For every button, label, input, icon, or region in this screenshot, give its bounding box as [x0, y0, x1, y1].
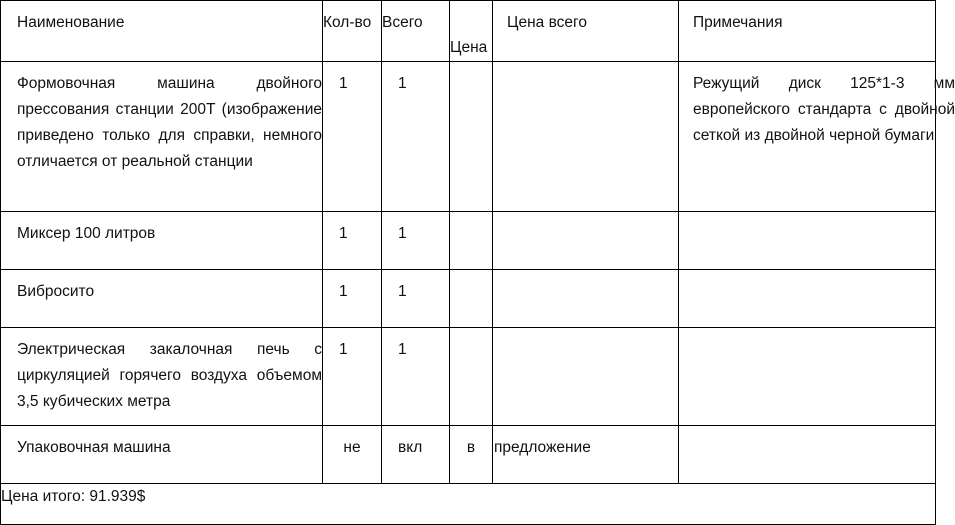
item-price	[450, 270, 493, 328]
item-name: Формовочная машина двойного прессования станции 200T (изображение приведено только для справки, немного отличается от реальной станции	[17, 75, 322, 170]
item-all: 1	[382, 212, 450, 270]
header-qty-cell	[323, 1, 382, 62]
header-notes-cell	[679, 1, 936, 62]
item-price	[450, 328, 493, 426]
header-price-total-cell	[493, 1, 679, 62]
table-row	[1, 270, 936, 328]
header-all: Всего	[382, 14, 423, 31]
item-notes	[679, 270, 936, 328]
table-row	[1, 328, 936, 426]
header-qty: Кол-во	[323, 14, 372, 31]
item-price-total	[493, 328, 679, 426]
item-notes	[679, 426, 936, 484]
item-price: в	[450, 426, 493, 484]
item-notes-cell	[679, 62, 955, 212]
item-qty: 1	[323, 328, 382, 426]
item-all: 1	[382, 328, 450, 426]
header-price-cell	[450, 1, 493, 62]
item-name: Электрическая закалочная печь с циркуляцией горячего воздуха объемом 3,5 кубических метра	[17, 341, 322, 410]
item-price-total: предложение	[493, 426, 679, 484]
table-row	[1, 212, 936, 270]
item-name-cell	[1, 328, 323, 426]
item-qty: 1	[323, 62, 382, 212]
item-notes	[679, 328, 936, 426]
item-notes	[679, 212, 936, 270]
total-row	[1, 484, 936, 525]
item-all: вкл	[382, 426, 450, 484]
header-notes: Примечания	[693, 14, 783, 31]
item-name-cell	[1, 426, 323, 484]
item-name-cell	[1, 212, 323, 270]
item-price	[450, 212, 493, 270]
item-notes: Режущий диск 125*1-3 мм европейского стандарта с двойной сеткой из двойной черной бумаги	[693, 75, 955, 144]
table-row	[1, 426, 936, 484]
item-qty: не	[323, 426, 382, 484]
total-price: Цена итого: 91.939$	[1, 484, 936, 525]
header-price: Цена	[450, 39, 488, 56]
item-name-cell	[1, 270, 323, 328]
item-all: 1	[382, 270, 450, 328]
item-price-total	[493, 212, 679, 270]
item-name: Вибросито	[17, 283, 95, 300]
header-all-cell	[382, 1, 450, 62]
item-price-total	[493, 270, 679, 328]
item-qty: 1	[323, 212, 382, 270]
table-row	[1, 62, 936, 212]
item-name: Миксер 100 литров	[17, 225, 156, 242]
item-price-total	[493, 62, 679, 212]
item-qty: 1	[323, 270, 382, 328]
header-name: Наименование	[17, 14, 125, 31]
item-name-cell	[1, 62, 323, 212]
table-header-row	[1, 1, 936, 62]
item-name: Упаковочная машина	[17, 439, 171, 456]
item-price	[450, 62, 493, 212]
header-name-cell	[1, 1, 323, 62]
header-price-total: Цена всего	[507, 14, 587, 31]
item-all: 1	[382, 62, 450, 212]
